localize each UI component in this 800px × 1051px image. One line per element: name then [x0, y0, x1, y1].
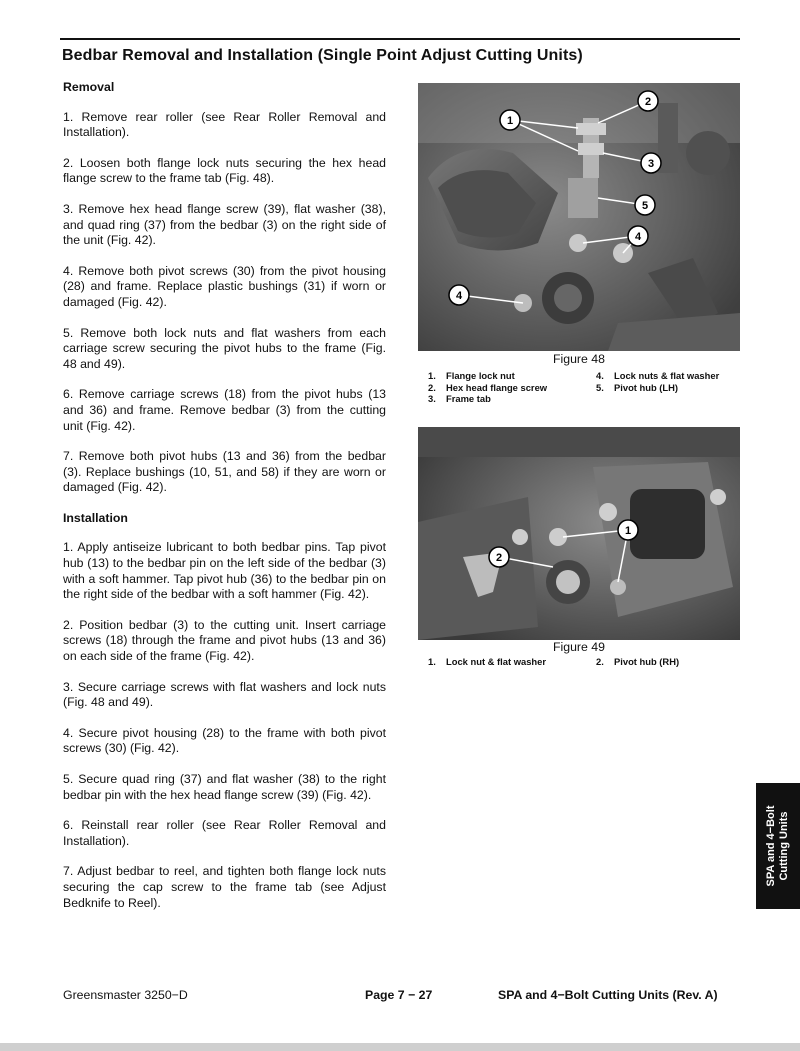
- callout-4: [449, 285, 469, 305]
- removal-step: 1. Remove rear roller (see Rear Roller Removal and Installation).: [63, 109, 386, 140]
- svg-text:5: 5: [641, 200, 649, 212]
- callout-4: [628, 226, 648, 246]
- figure-48-caption: Figure 48: [553, 352, 605, 366]
- callout-5: [635, 195, 655, 215]
- legend-item: 3. Frame tab: [428, 393, 491, 404]
- side-tab-line1: SPA and 4−Bolt: [765, 805, 777, 887]
- removal-step: 4. Remove both pivot screws (30) from the pivot housing (28) and frame. Replace plastic bushings (31) if worn or damaged (Fig. 42).: [63, 263, 386, 309]
- installation-step: 3. Secure carriage screws with flat washers and lock nuts (Fig. 48 and 49).: [63, 679, 386, 710]
- section-side-tab[interactable]: [756, 783, 800, 909]
- footer-manual-name: Greensmaster 3250−D: [63, 988, 188, 1002]
- removal-step: 5. Remove both lock nuts and flat washers from each carriage screw securing the pivot hubs to the frame (Fig. 48 and 49).: [63, 325, 386, 371]
- removal-heading: Removal: [63, 80, 115, 94]
- callout-2: [638, 91, 658, 111]
- page-title: Bedbar Removal and Installation (Single Point Adjust Cutting Units): [62, 47, 583, 64]
- removal-step: 6. Remove carriage screws (18) from the pivot hubs (13 and 36) and frame. Remove bedbar (3) from the cutting unit (Fig. 42).: [63, 387, 386, 433]
- figure-48-legend: [428, 370, 748, 406]
- installation-step: 1. Apply antiseize lubricant to both bedbar pins. Tap pivot hub (13) to the bedbar pin on the left side of the bedbar (3) with a soft hammer. Tap pivot hub (36) to the bedbar pin on the right side of the bedbar with a soft hammer (Fig. 42).: [63, 540, 386, 602]
- callout-1: [500, 110, 520, 130]
- removal-step: 2. Loosen both flange lock nuts securing the hex head flange screw to the frame tab (Fig. 48).: [63, 155, 386, 186]
- removal-step: 7. Remove both pivot hubs (13 and 36) from the bedbar (3). Replace bushings (10, 51, and 58) if they are worn or damaged (Fig. 42).: [63, 449, 386, 495]
- top-rule: [60, 38, 740, 40]
- figure-49-legend: [428, 656, 748, 670]
- instructions-column: [63, 80, 386, 926]
- legend-item: 2. Hex head flange screw: [428, 381, 548, 393]
- callout-1: [618, 520, 638, 540]
- side-tab-line2: Cutting Units: [778, 811, 790, 881]
- legend-item: 1. Lock nut & flat washer: [428, 656, 547, 667]
- installation-step: 5. Secure quad ring (37) and flat washer (38) to the right bedbar pin with the hex head flange screw (39) (Fig. 42).: [63, 772, 386, 802]
- svg-text:2: 2: [644, 96, 652, 108]
- bottom-bar: [0, 1043, 800, 1051]
- installation-step: 2. Position bedbar (3) to the cutting unit. Insert carriage screws (18) through the frame and pivot hubs (13 and 36) on each side of the frame (Fig. 42).: [63, 617, 386, 664]
- figure-48-photo: [418, 83, 740, 351]
- svg-text:4: 4: [634, 231, 642, 243]
- installation-heading: Installation: [63, 510, 128, 525]
- svg-text:2: 2: [495, 552, 503, 564]
- callout-2: [489, 547, 509, 567]
- svg-text:1: 1: [624, 525, 632, 537]
- installation-step: 4. Secure pivot housing (28) to the frame with both pivot screws (30) (Fig. 42).: [63, 725, 386, 756]
- footer-section-name: SPA and 4−Bolt Cutting Units (Rev. A): [498, 988, 718, 1002]
- svg-text:3: 3: [647, 158, 655, 170]
- removal-step: 3. Remove hex head flange screw (39), flat washer (38), and quad ring (37) from the bedbar (3) on the right side of the unit (Fig. 42).: [63, 201, 386, 248]
- legend-item: 5. Pivot hub (LH): [596, 381, 679, 393]
- footer-page-number: Page 7 − 27: [365, 988, 433, 1002]
- legend-item: 2. Pivot hub (RH): [596, 656, 680, 667]
- figure-49-caption: Figure 49: [553, 640, 605, 654]
- installation-step: 6. Reinstall rear roller (see Rear Roller Removal and Installation).: [63, 818, 386, 848]
- svg-text:1: 1: [506, 115, 514, 127]
- installation-step: 7. Adjust bedbar to reel, and tighten both flange lock nuts securing the cap screw to the frame tab (see Adjust Bedknife to Reel).: [63, 864, 386, 910]
- legend-item: 1. Flange lock nut: [428, 370, 515, 381]
- legend-item: 4. Lock nuts & flat washer: [596, 370, 720, 381]
- figure-49-photo: [418, 427, 740, 640]
- callout-3: [641, 153, 661, 173]
- svg-text:4: 4: [455, 290, 463, 302]
